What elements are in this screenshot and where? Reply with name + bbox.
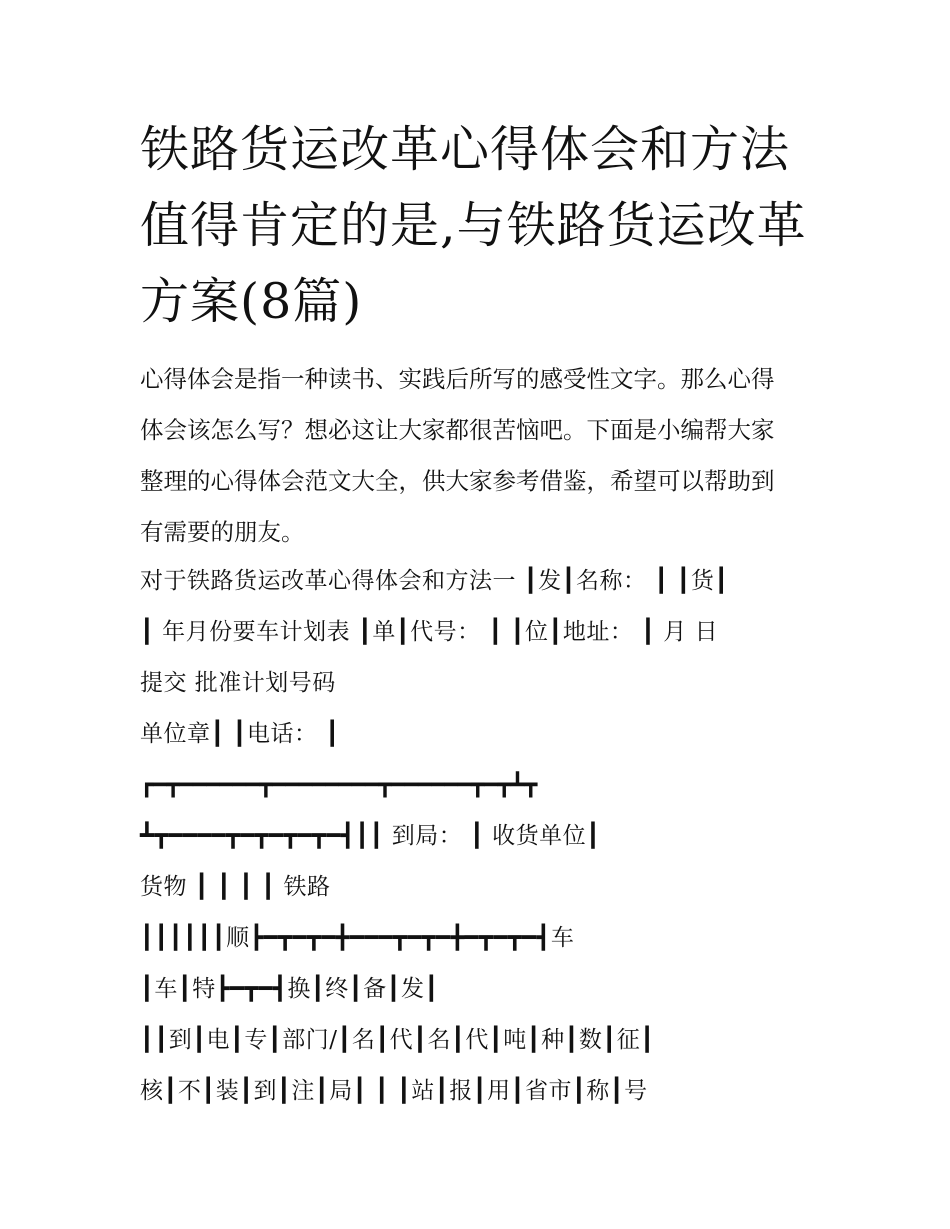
intro-line-2: 体会该怎么写？想必这让大家都很苦恼吧。下面是小编帮大家 xyxy=(140,416,775,444)
title-line-3: 方案(8篇) xyxy=(140,273,363,330)
form-table-text xyxy=(140,556,820,1117)
body-line-7: 货物 ┃ ┃ ┃ ┃ 铁路 xyxy=(140,874,331,900)
document-title xyxy=(140,112,820,340)
body-line-9: ┃车┃特┣━┳━┫换┃终┃备┃发┃ xyxy=(140,976,439,1002)
body-line-1: 对于铁路货运改革心得体会和方法一 ┃发┃名称： ┃ ┃货┃ xyxy=(140,568,729,594)
intro-line-1: 心得体会是指一种读书、实践后所写的感受性文字。那么心得 xyxy=(140,365,775,393)
body-line-4: 单位章┃ ┃电话： ┃ xyxy=(140,721,340,747)
body-line-6: ┻┳━━━━┳━┳━┳━┳━┫┃┃ 到局： ┃ 收货单位┃ xyxy=(140,823,601,849)
intro-line-4: 有需要的朋友。 xyxy=(140,518,305,546)
intro-line-3: 整理的心得体会范文大全，供大家参考借鉴，希望可以帮助到 xyxy=(140,467,775,495)
body-line-10: ┃┃到┃电┃专┃部门/┃名┃代┃名┃代┃吨┃种┃数┃征┃ xyxy=(140,1027,655,1053)
body-line-5: ┏━┳━━━━━━┳━━━━━━━━┳━━━━━━┳━┳┻┳ xyxy=(140,773,538,798)
body-line-2: ┃ 年月份要车计划表 ┃单┃代号： ┃ ┃位┃地址： ┃ 月 日 xyxy=(140,619,719,645)
body-line-11: 核┃不┃装┃到┃注┃局┃ ┃ ┃站┃报┃用┃省市┃称┃号 xyxy=(140,1078,648,1104)
title-line-2: 值得肯定的是,与铁路货运改革 xyxy=(140,197,807,254)
body-line-8: ┃┃┃┃┃┃顺┣━┳━┳━╋━━━┳━┳━╋━┳━┳━┫车 xyxy=(140,925,575,951)
body-line-3: 提交 批准计划号码 xyxy=(140,670,336,696)
title-line-1: 铁路货运改革心得体会和方法 xyxy=(140,121,791,178)
intro-paragraph xyxy=(140,354,820,558)
